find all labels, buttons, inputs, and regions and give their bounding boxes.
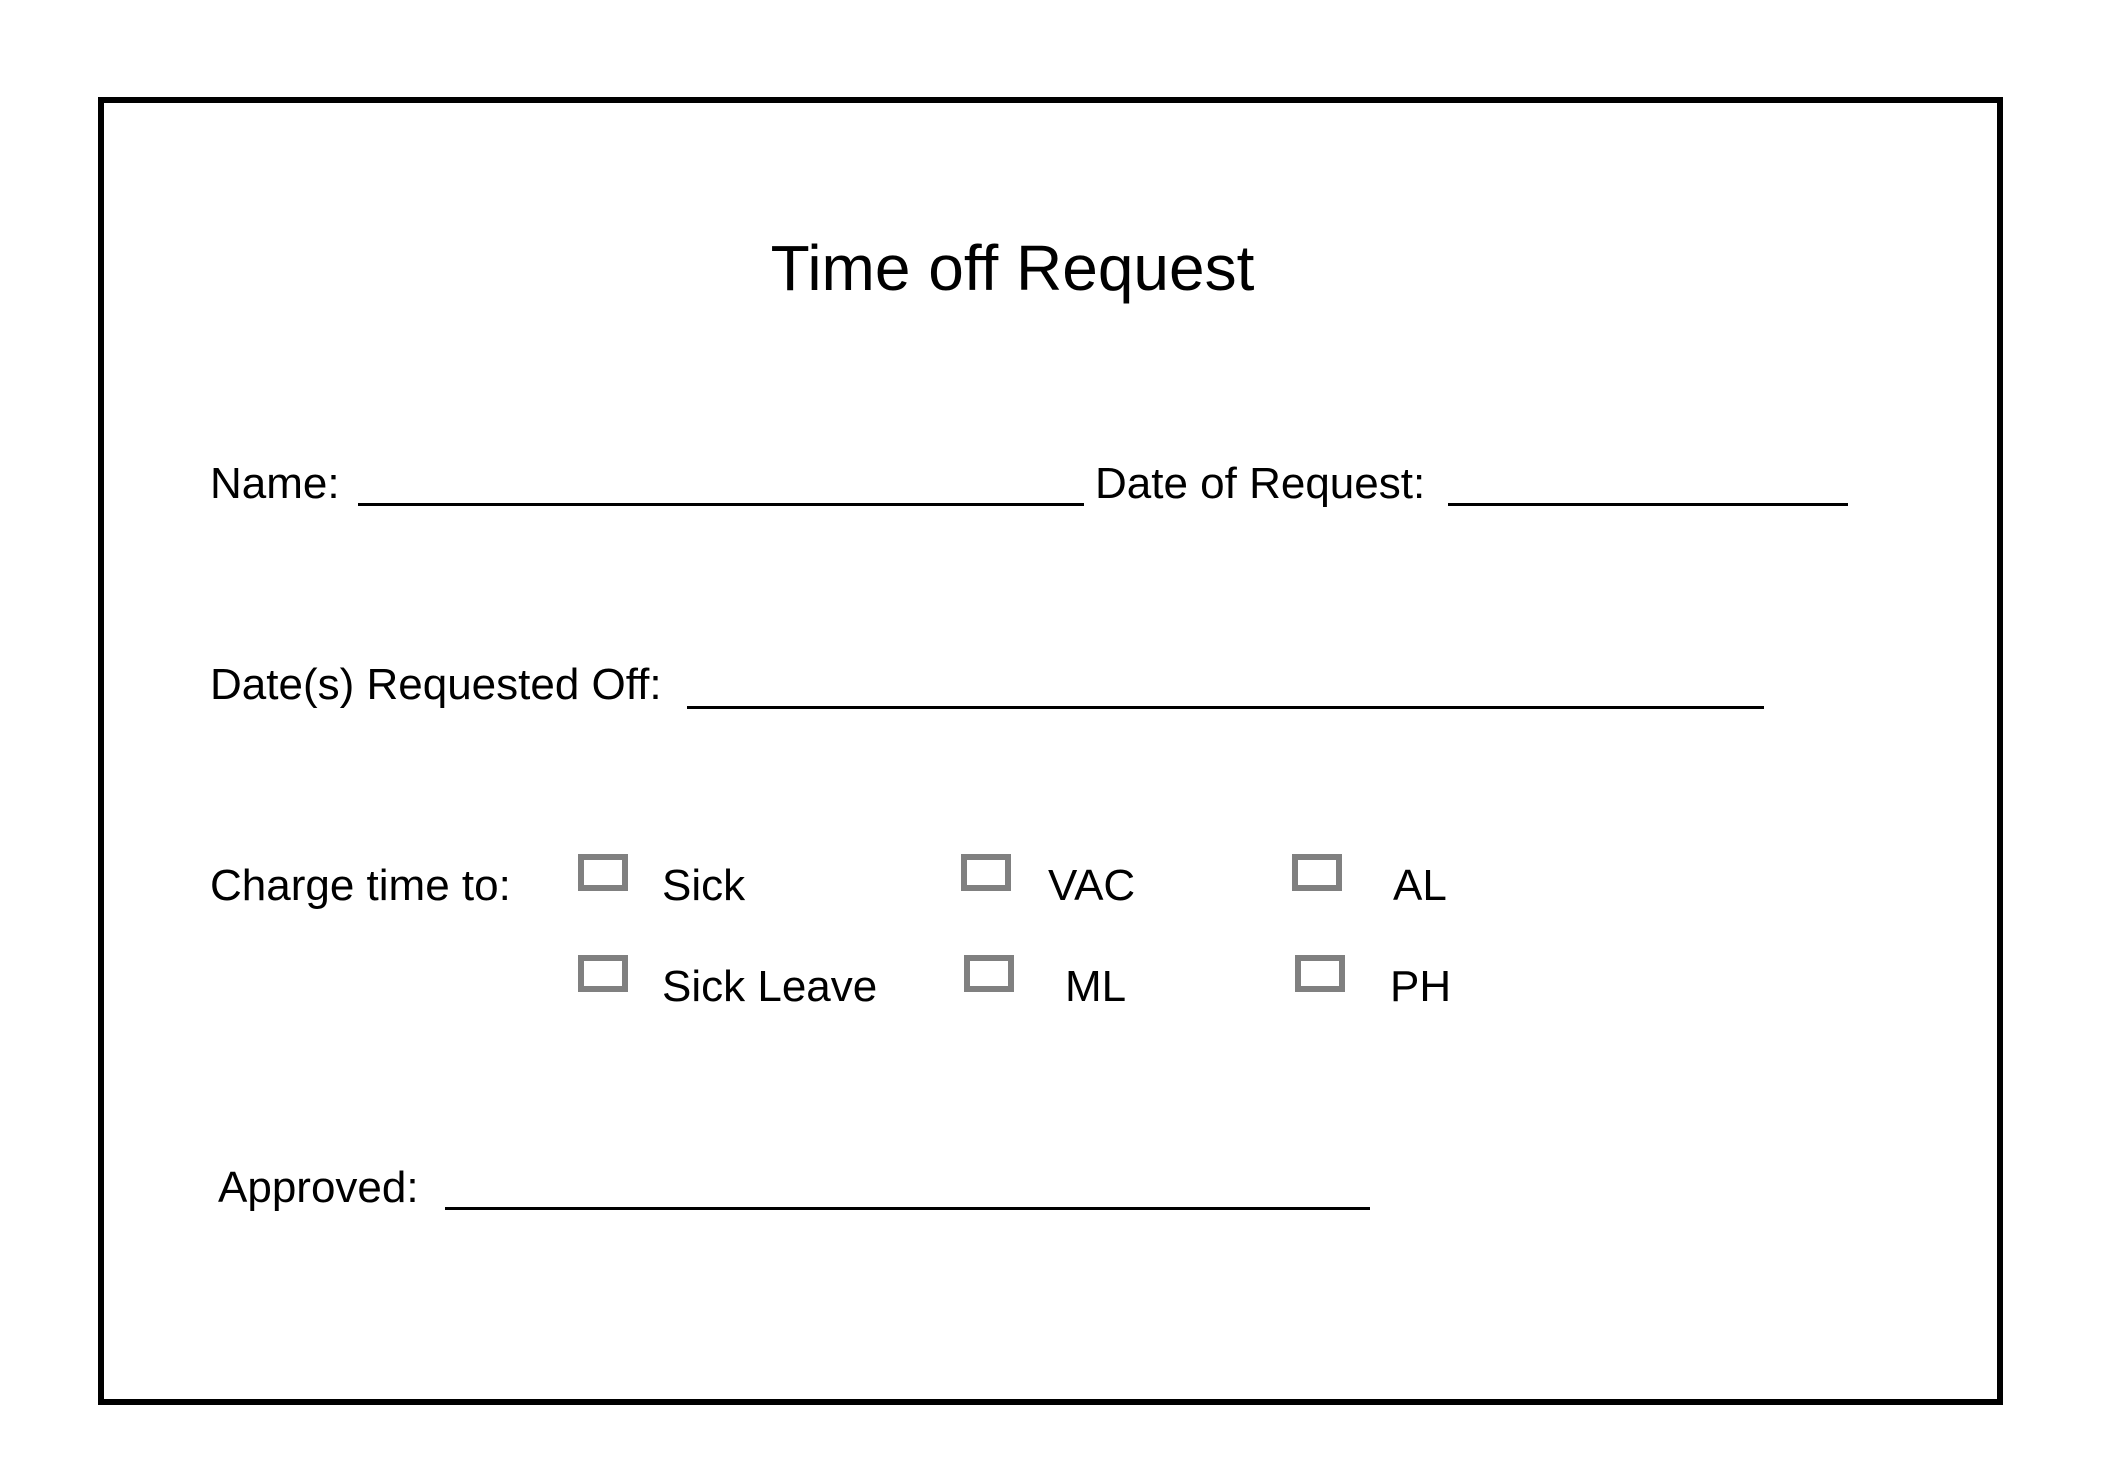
name-field[interactable] (358, 503, 1084, 506)
approved-field[interactable] (445, 1207, 1370, 1210)
dates-requested-off-field[interactable] (687, 706, 1764, 709)
option-label-sick-leave: Sick Leave (662, 962, 878, 1011)
option-label-sick: Sick (662, 861, 746, 910)
checkbox-ml[interactable] (964, 955, 1014, 992)
dates-requested-off-label: Date(s) Requested Off: (210, 660, 662, 709)
approved-label: Approved: (218, 1163, 419, 1212)
charge-time-label: Charge time to: (210, 861, 511, 910)
date-of-request-label: Date of Request: (1095, 459, 1426, 508)
option-label-vac: VAC (1048, 861, 1136, 910)
checkbox-ph[interactable] (1295, 955, 1345, 992)
date-of-request-field[interactable] (1448, 503, 1848, 506)
checkbox-sick-leave[interactable] (578, 955, 628, 992)
checkbox-al[interactable] (1292, 854, 1342, 891)
option-label-al: AL (1393, 861, 1447, 910)
checkbox-vac[interactable] (961, 854, 1011, 891)
name-label: Name: (210, 459, 340, 508)
form-title: Time off Request (770, 232, 1255, 304)
option-label-ph: PH (1390, 962, 1452, 1011)
checkbox-sick[interactable] (578, 854, 628, 891)
option-label-ml: ML (1065, 962, 1127, 1011)
